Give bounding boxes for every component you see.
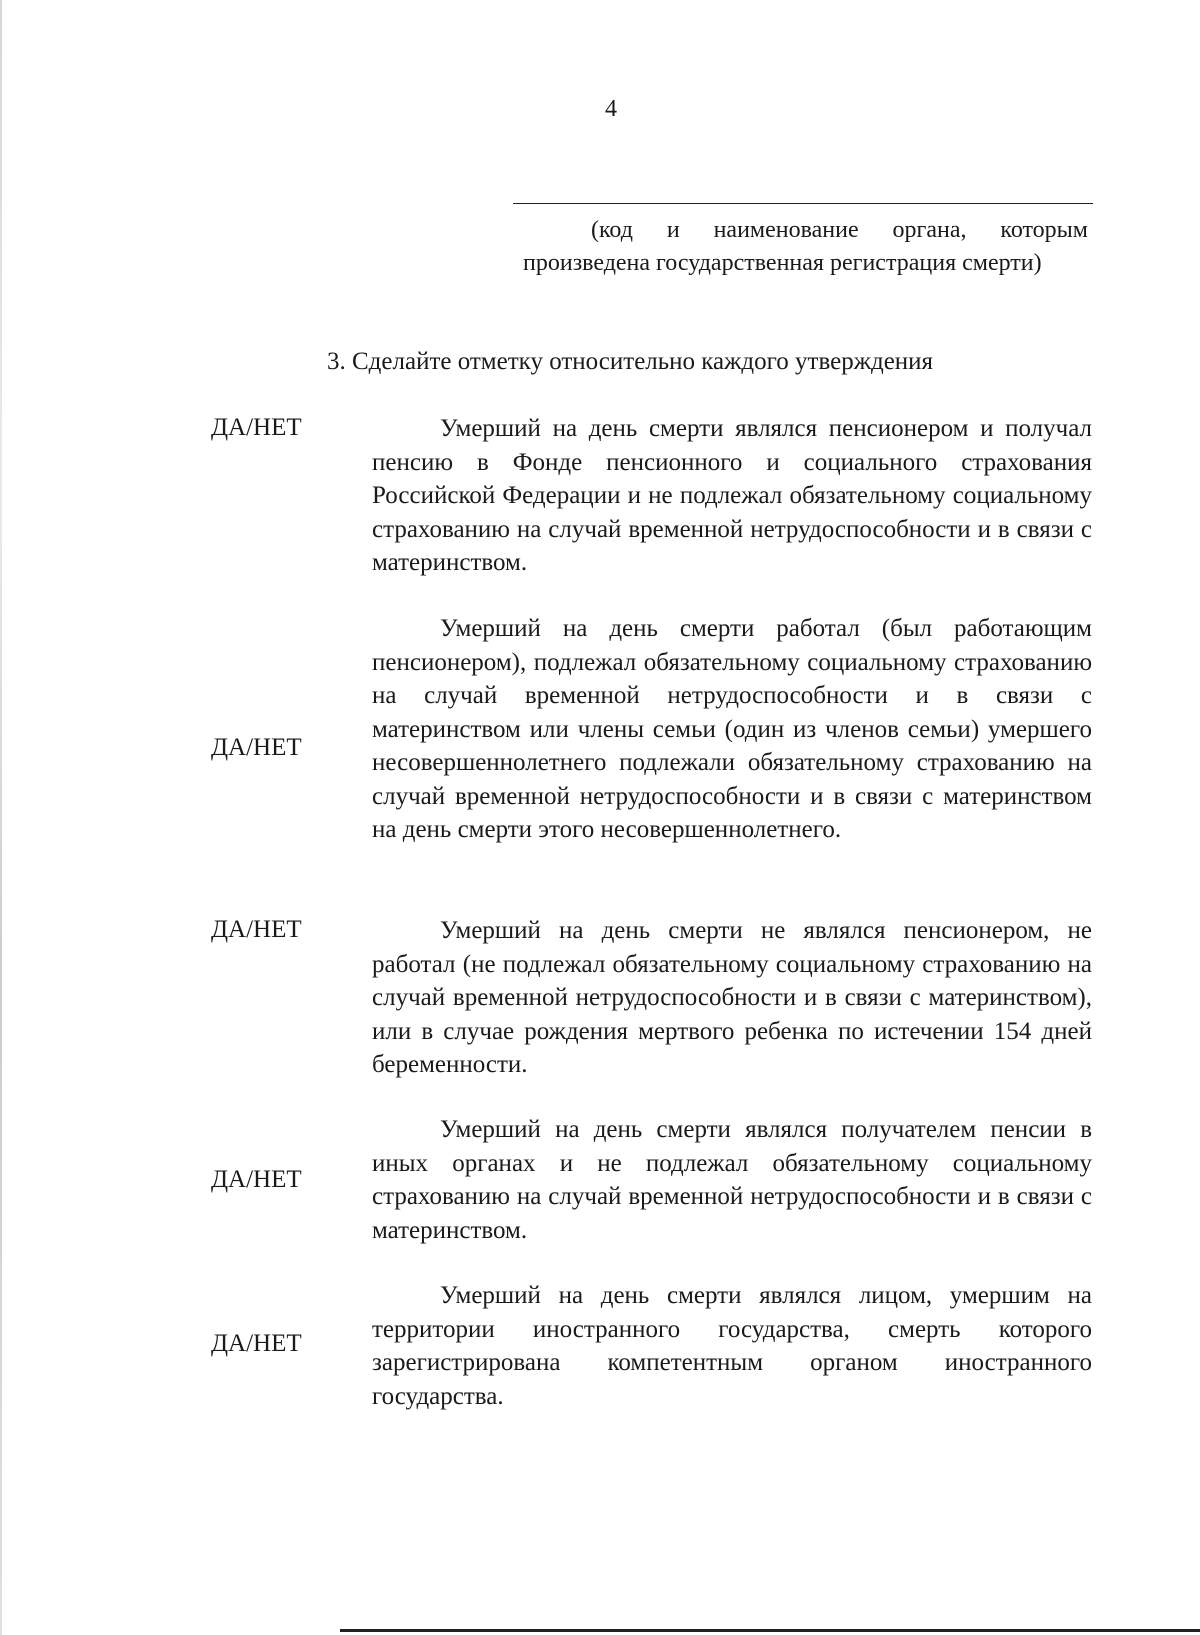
answer-label-3: ДА/НЕТ xyxy=(211,916,302,943)
registration-authority-caption: (код и наименование органа, которым произведена государственная регистрация смерти) xyxy=(523,217,1088,276)
scan-edge-bottom xyxy=(340,1629,1200,1632)
statement-5: Умерший на день смерти являлся лицом, умершим на территории иностранного государства, смерть которого зарегистрирована компетентным органом иностранного государства. xyxy=(372,1282,1092,1410)
answer-label-2: ДА/НЕТ xyxy=(211,734,302,761)
answer-label-4: ДА/НЕТ xyxy=(211,1166,302,1193)
statement-2: Умерший на день смерти работал (был работающим пенсионером), подлежал обязательному социальному страхованию на случай временной нетрудоспособности и в связи с материнством или члены семьи (один из членов семьи) умершего несовершеннолетнего подлежали обязательному страхованию на случай временной нетрудоспособности и в связи с материнством на день смерти этого несовершеннолетнего. xyxy=(372,615,1092,843)
scan-edge-left xyxy=(0,0,2,1635)
answer-label-1: ДА/НЕТ xyxy=(211,414,302,441)
signature-line xyxy=(513,203,1093,204)
statement-3: Умерший на день смерти не являлся пенсионером, не работал (не подлежал обязательному социальному страхованию на случай временной нетрудоспособности и в связи с материнством), или в случае рождения мертвого ребенка по истечении 154 дней беременности. xyxy=(372,917,1092,1078)
page-number: 4 xyxy=(605,96,617,122)
section-heading: 3. Сделайте отметку относительно каждого утверждения xyxy=(327,348,934,375)
answer-label-5: ДА/НЕТ xyxy=(211,1330,302,1357)
statement-4: Умерший на день смерти являлся получателем пенсии в иных органах и не подлежал обязательному социальному страхованию на случай временной нетрудоспособности и в связи с материнством. xyxy=(372,1116,1092,1244)
statement-1: Умерший на день смерти являлся пенсионером и получал пенсию в Фонде пенсионного и социального страхования Российской Федерации и не подлежал обязательному социальному страхованию на случай временной нетрудоспособности и в связи с материнством. xyxy=(372,415,1092,576)
